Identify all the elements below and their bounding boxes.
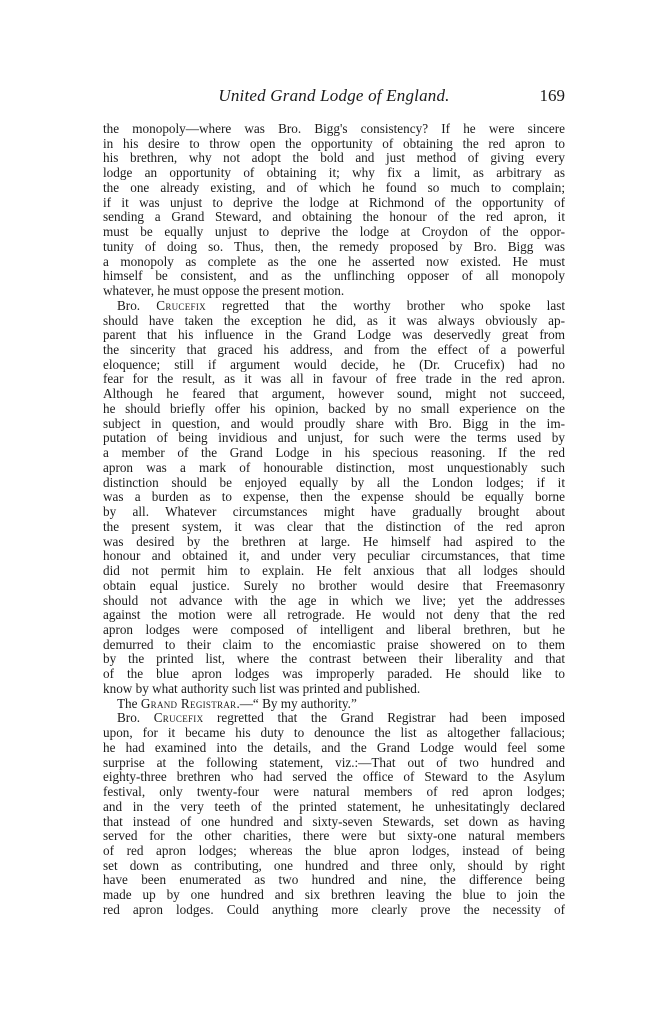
line-text: regretted that the worthy brother who spoke last bbox=[205, 298, 565, 313]
text-line: lodge an opportunity of obtaining it; why fix a limit, as arbitrary as bbox=[103, 166, 565, 181]
text-line: festival, only twenty-four were natural members of red apron lodges; bbox=[103, 785, 565, 800]
text-line: honour and obtained it, and under very peculiar circumstances, that time bbox=[103, 549, 565, 564]
text-line: subject in question, and would proudly share with Bro. Bigg in the im- bbox=[103, 416, 565, 431]
text-line: by all. Whatever circumstances might have gradually brought about bbox=[103, 505, 565, 520]
text-line: sending a Grand Steward, and obtaining the honour of the red apron, it bbox=[103, 210, 565, 225]
line-prefix: Bro. bbox=[117, 298, 157, 313]
text-line: that instead of one hundred and sixty-seven Stewards, set down as having bbox=[103, 814, 565, 829]
text-line: Although he feared that argument, however sound, might not succeed, bbox=[103, 387, 565, 402]
text-line: obtain equal justice. Surely no brother would desire that Freemasonry bbox=[103, 578, 565, 593]
text-line: must be equally unjust to deprive the lodge at Croydon of the oppor- bbox=[103, 225, 565, 240]
text-line: eighty-three brethren who had served the office of Steward to the Asylum bbox=[103, 770, 565, 785]
text-line: the present system, it was clear that the distinction of the red apron bbox=[103, 519, 565, 534]
text-line: the sincerity that graced his address, and from the effect of a powerful bbox=[103, 343, 565, 358]
text-line: his brethren, why not adopt the bold and just method of giving every bbox=[103, 151, 565, 166]
text-line: against the motion were all retrograde. He would not deny that the red bbox=[103, 608, 565, 623]
text-line: he should briefly offer his opinion, backed by no small experience on the bbox=[103, 401, 565, 416]
text-line: whatever, he must oppose the present motion. bbox=[103, 284, 345, 299]
text-line: if it was unjust to deprive the lodge at Richmond of the opportunity of bbox=[103, 195, 565, 210]
text-line: served for the other charities, there were but sixty-one natural members bbox=[103, 829, 565, 844]
text-line: red apron lodges. Could anything more clearly prove the necessity of bbox=[103, 902, 565, 917]
text-line bbox=[103, 299, 565, 314]
text-line: upon, for it became his duty to denounce the list as altogether fallacious; bbox=[103, 726, 565, 741]
text-line: he had examined into the details, and the Grand Lodge would feel some bbox=[103, 740, 565, 755]
text-line: should not advance with the age in which we live; yet the addresses bbox=[103, 593, 565, 608]
running-title: United Grand Lodge of England. bbox=[218, 86, 450, 105]
text-line: know by what authority such list was printed and published. bbox=[103, 681, 421, 696]
text-line: distinction should be enjoyed equally by all the London lodges; if it bbox=[103, 475, 565, 490]
text-line: by the printed list, where the contrast between their liberality and that bbox=[103, 652, 565, 667]
text-line: of the blue apron lodges was improperly paraded. He should like to bbox=[103, 667, 565, 682]
line-prefix: The bbox=[117, 696, 141, 711]
text-line: fear for the result, as it was all in favour of free trade in the red apron. bbox=[103, 372, 565, 387]
text-line: apron was a mark of honourable distinction, most unquestionably such bbox=[103, 460, 565, 475]
text-line: the one already existing, and of which he found so much to complain; bbox=[103, 180, 565, 195]
text-line: a monopoly as complete as the one he asserted now existed. He must bbox=[103, 254, 565, 269]
line-text: regretted that the Grand Registrar had been imposed bbox=[203, 711, 565, 726]
text-line: himself be consistent, and as the unflinching opposer of all monopoly bbox=[103, 269, 565, 284]
text-line bbox=[103, 697, 565, 712]
text-line: and in the very teeth of the printed statement, he unhesitatingly declared bbox=[103, 799, 565, 814]
page-number: 169 bbox=[539, 86, 565, 105]
text-line: was desired by the brethren at large. He himself had aspired to the bbox=[103, 534, 565, 549]
text-line: apron lodges were composed of intelligent and liberal brethren, but he bbox=[103, 622, 565, 637]
speaker-name: Crucefix bbox=[153, 711, 204, 726]
text-line: surprise at the following statement, viz.:—That out of two hundred and bbox=[103, 755, 565, 770]
text-line: eloquence; still if argument would decide, he (Dr. Crucefix) had no bbox=[103, 357, 565, 372]
text-line: was a burden as to expense, then the expense should be equally borne bbox=[103, 490, 565, 505]
text-line: parent that his influence in the Grand Lodge was deservedly great from bbox=[103, 328, 565, 343]
line-prefix: Bro. bbox=[117, 711, 154, 726]
body-text bbox=[103, 122, 565, 918]
text-line: should have taken the exception he did, as it was always obviously ap- bbox=[103, 313, 565, 328]
text-line: in his desire to throw open the opportunity of obtaining the red apron to bbox=[103, 136, 565, 151]
text-line: did not permit him to explain. He felt anxious that all lodges should bbox=[103, 564, 565, 579]
text-line: of red apron lodges; whereas the blue apron lodges, instead of being bbox=[103, 843, 565, 858]
speaker-name: Crucefix bbox=[156, 298, 206, 313]
text-line: have been enumerated as two hundred and nine, the difference being bbox=[103, 873, 565, 888]
text-line: made up by one hundred and six brethren leaving the blue to join the bbox=[103, 888, 565, 903]
text-line: demurred to their claim to the encomiastic praise showered on to them bbox=[103, 637, 565, 652]
text-line: tunity of doing so. Thus, then, the remedy proposed by Bro. Bigg was bbox=[103, 239, 565, 254]
text-line: the monopoly—where was Bro. Bigg's consistency? If he were sincere bbox=[103, 122, 565, 136]
text-line: putation of being invidious and unjust, for such were the terms used by bbox=[103, 431, 565, 446]
line-text: .—“ By my authority.” bbox=[236, 696, 357, 711]
text-line bbox=[103, 711, 565, 726]
text-line: a member of the Grand Lodge in his specious reasoning. If the red bbox=[103, 446, 565, 461]
speaker-name: Grand Registrar bbox=[140, 696, 237, 711]
text-line: set down as contributing, one hundred and three only, should by right bbox=[103, 858, 565, 873]
running-head bbox=[103, 86, 565, 110]
